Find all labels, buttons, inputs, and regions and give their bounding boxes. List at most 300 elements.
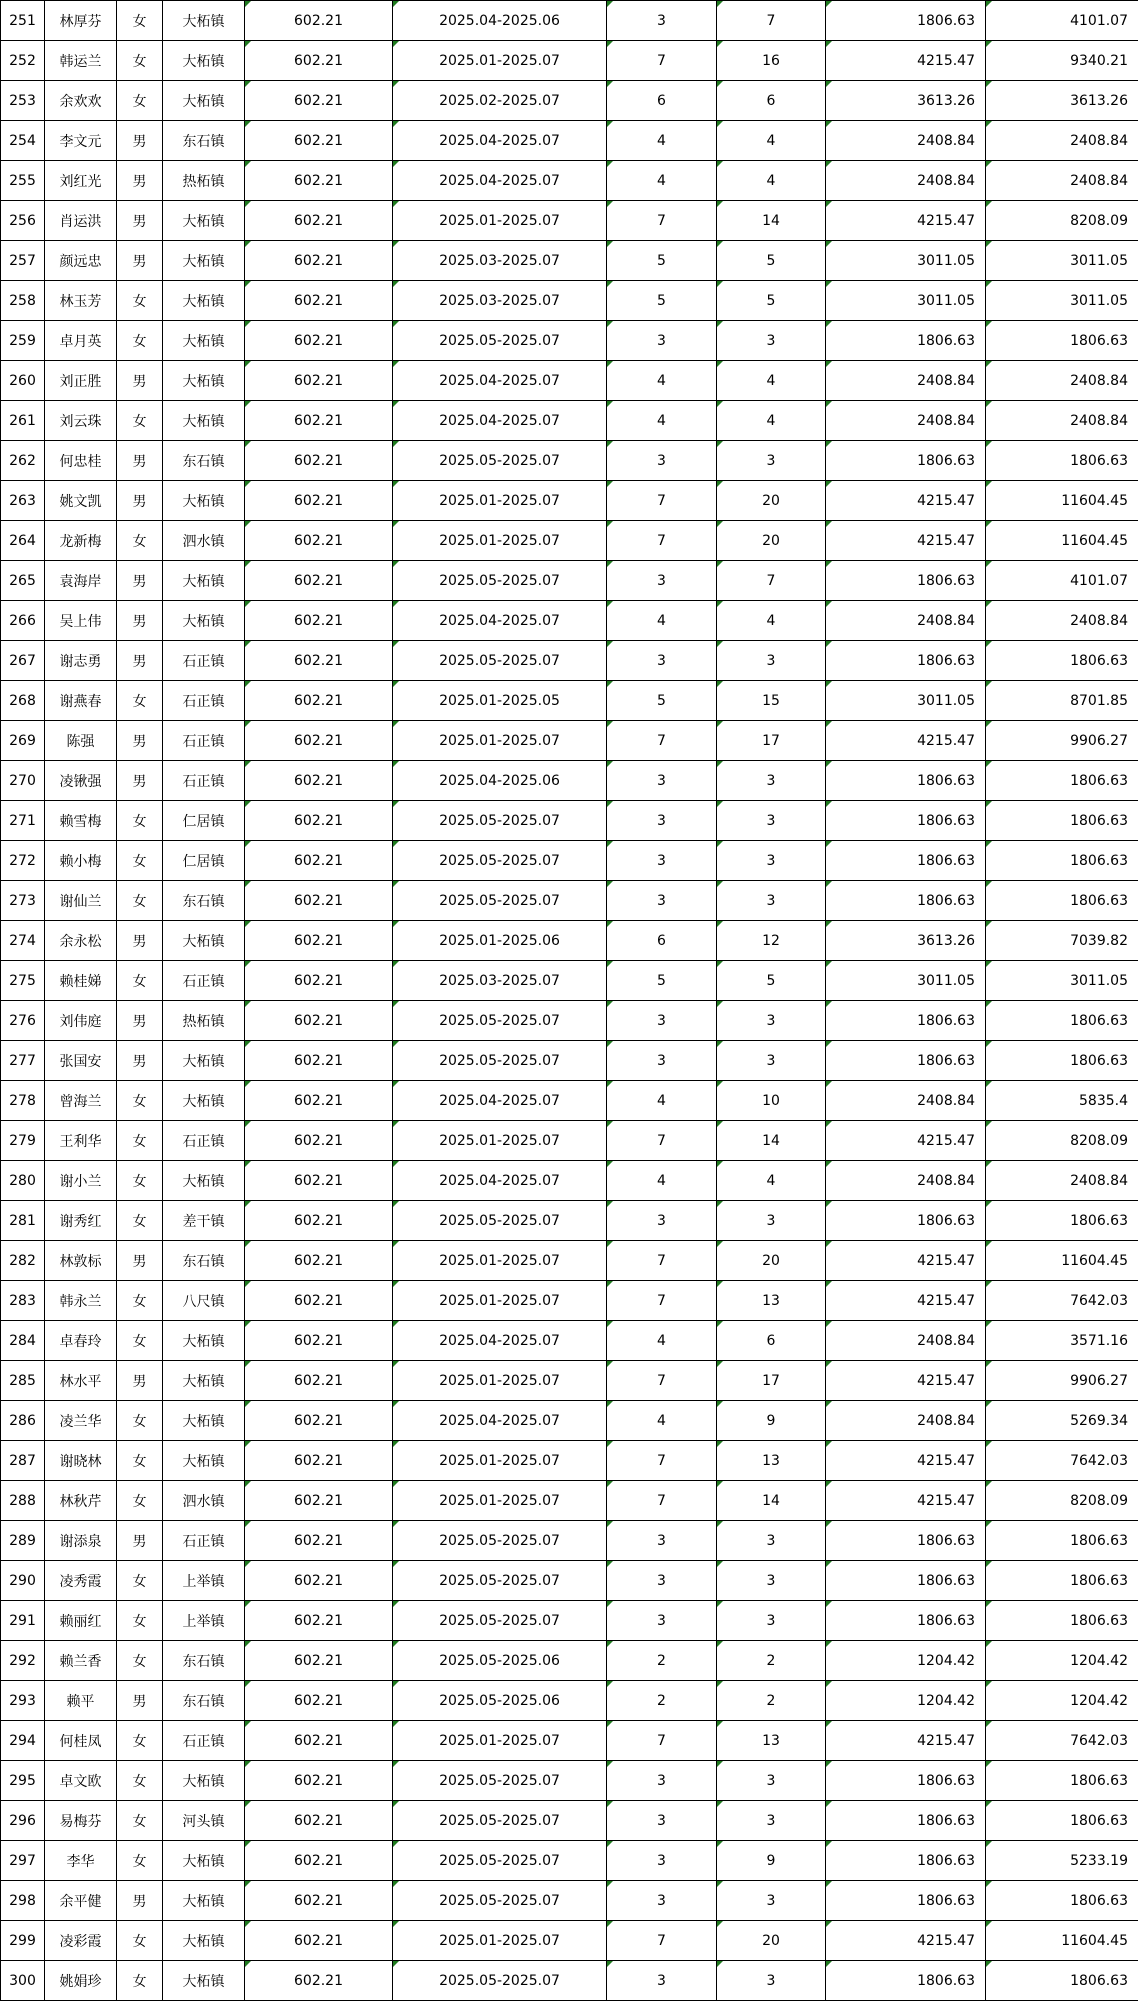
count-cell: 3 xyxy=(717,1601,826,1641)
town-cell: 仁居镇 xyxy=(163,801,245,841)
total-amount-cell: 4101.07 xyxy=(986,1,1138,41)
table-row xyxy=(1,1401,1138,1441)
town-cell: 东石镇 xyxy=(163,1681,245,1721)
monthly-standard-cell: 602.21 xyxy=(245,1161,393,1201)
table-row xyxy=(1,1841,1138,1881)
monthly-standard-cell: 602.21 xyxy=(245,521,393,561)
period-cell: 2025.05-2025.07 xyxy=(393,1841,607,1881)
count-cell: 3 xyxy=(717,1761,826,1801)
row-number-cell: 280 xyxy=(1,1161,45,1201)
gender-cell: 男 xyxy=(117,561,163,601)
count-cell: 4 xyxy=(717,601,826,641)
count-cell: 13 xyxy=(717,1281,826,1321)
period-cell: 2025.01-2025.07 xyxy=(393,1481,607,1521)
amount-cell: 2408.84 xyxy=(826,401,986,441)
monthly-standard-cell: 602.21 xyxy=(245,401,393,441)
monthly-standard-cell: 602.21 xyxy=(245,1281,393,1321)
row-number-cell: 272 xyxy=(1,841,45,881)
monthly-standard-cell: 602.21 xyxy=(245,1321,393,1361)
total-amount-cell: 2408.84 xyxy=(986,361,1138,401)
count-cell: 4 xyxy=(717,401,826,441)
table-row xyxy=(1,601,1138,641)
row-number-cell: 264 xyxy=(1,521,45,561)
town-cell: 大柘镇 xyxy=(163,81,245,121)
amount-cell: 4215.47 xyxy=(826,1481,986,1521)
name-cell: 余平健 xyxy=(45,1881,117,1921)
months-cell: 4 xyxy=(607,361,717,401)
gender-cell: 女 xyxy=(117,41,163,81)
months-cell: 7 xyxy=(607,481,717,521)
count-cell: 3 xyxy=(717,801,826,841)
period-cell: 2025.01-2025.07 xyxy=(393,481,607,521)
total-amount-cell: 2408.84 xyxy=(986,1161,1138,1201)
gender-cell: 男 xyxy=(117,441,163,481)
gender-cell: 男 xyxy=(117,1241,163,1281)
amount-cell: 4215.47 xyxy=(826,201,986,241)
name-cell: 肖运洪 xyxy=(45,201,117,241)
town-cell: 仁居镇 xyxy=(163,841,245,881)
amount-cell: 2408.84 xyxy=(826,361,986,401)
town-cell: 大柘镇 xyxy=(163,1321,245,1361)
count-cell: 3 xyxy=(717,641,826,681)
gender-cell: 男 xyxy=(117,1881,163,1921)
gender-cell: 女 xyxy=(117,1441,163,1481)
amount-cell: 4215.47 xyxy=(826,521,986,561)
months-cell: 3 xyxy=(607,1001,717,1041)
total-amount-cell: 1806.63 xyxy=(986,1201,1138,1241)
name-cell: 韩运兰 xyxy=(45,41,117,81)
name-cell: 林厚芬 xyxy=(45,1,117,41)
amount-cell: 2408.84 xyxy=(826,601,986,641)
name-cell: 卓文欧 xyxy=(45,1761,117,1801)
gender-cell: 男 xyxy=(117,161,163,201)
amount-cell: 1806.63 xyxy=(826,801,986,841)
period-cell: 2025.04-2025.07 xyxy=(393,1321,607,1361)
name-cell: 吴上伟 xyxy=(45,601,117,641)
months-cell: 3 xyxy=(607,1561,717,1601)
count-cell: 9 xyxy=(717,1401,826,1441)
gender-cell: 男 xyxy=(117,201,163,241)
name-cell: 陈强 xyxy=(45,721,117,761)
months-cell: 3 xyxy=(607,1041,717,1081)
name-cell: 谢小兰 xyxy=(45,1161,117,1201)
town-cell: 泗水镇 xyxy=(163,1481,245,1521)
count-cell: 17 xyxy=(717,1361,826,1401)
period-cell: 2025.05-2025.07 xyxy=(393,1961,607,2001)
total-amount-cell: 11604.45 xyxy=(986,521,1138,561)
monthly-standard-cell: 602.21 xyxy=(245,1121,393,1161)
period-cell: 2025.01-2025.07 xyxy=(393,1121,607,1161)
total-amount-cell: 1806.63 xyxy=(986,1801,1138,1841)
count-cell: 5 xyxy=(717,961,826,1001)
monthly-standard-cell: 602.21 xyxy=(245,321,393,361)
total-amount-cell: 2408.84 xyxy=(986,161,1138,201)
period-cell: 2025.01-2025.05 xyxy=(393,681,607,721)
count-cell: 20 xyxy=(717,1921,826,1961)
name-cell: 刘云珠 xyxy=(45,401,117,441)
town-cell: 东石镇 xyxy=(163,881,245,921)
count-cell: 3 xyxy=(717,1521,826,1561)
town-cell: 热柘镇 xyxy=(163,161,245,201)
town-cell: 大柘镇 xyxy=(163,281,245,321)
town-cell: 大柘镇 xyxy=(163,361,245,401)
count-cell: 4 xyxy=(717,121,826,161)
months-cell: 4 xyxy=(607,1081,717,1121)
total-amount-cell: 4101.07 xyxy=(986,561,1138,601)
count-cell: 3 xyxy=(717,1001,826,1041)
table-row xyxy=(1,321,1138,361)
period-cell: 2025.01-2025.07 xyxy=(393,1361,607,1401)
period-cell: 2025.04-2025.07 xyxy=(393,1161,607,1201)
months-cell: 7 xyxy=(607,1281,717,1321)
town-cell: 石正镇 xyxy=(163,1121,245,1161)
town-cell: 东石镇 xyxy=(163,1241,245,1281)
row-number-cell: 277 xyxy=(1,1041,45,1081)
count-cell: 3 xyxy=(717,441,826,481)
months-cell: 4 xyxy=(607,1401,717,1441)
period-cell: 2025.01-2025.07 xyxy=(393,1721,607,1761)
count-cell: 13 xyxy=(717,1441,826,1481)
row-number-cell: 251 xyxy=(1,1,45,41)
amount-cell: 3011.05 xyxy=(826,281,986,321)
town-cell: 大柘镇 xyxy=(163,41,245,81)
town-cell: 东石镇 xyxy=(163,1641,245,1681)
amount-cell: 1806.63 xyxy=(826,1041,986,1081)
total-amount-cell: 7642.03 xyxy=(986,1281,1138,1321)
period-cell: 2025.04-2025.07 xyxy=(393,161,607,201)
amount-cell: 1806.63 xyxy=(826,1201,986,1241)
town-cell: 大柘镇 xyxy=(163,1961,245,2001)
total-amount-cell: 8208.09 xyxy=(986,201,1138,241)
count-cell: 3 xyxy=(717,1201,826,1241)
count-cell: 3 xyxy=(717,1801,826,1841)
table-row xyxy=(1,881,1138,921)
monthly-standard-cell: 602.21 xyxy=(245,361,393,401)
count-cell: 3 xyxy=(717,881,826,921)
period-cell: 2025.05-2025.07 xyxy=(393,1201,607,1241)
monthly-standard-cell: 602.21 xyxy=(245,161,393,201)
monthly-standard-cell: 602.21 xyxy=(245,1081,393,1121)
amount-cell: 1806.63 xyxy=(826,561,986,601)
name-cell: 林水平 xyxy=(45,1361,117,1401)
period-cell: 2025.01-2025.07 xyxy=(393,201,607,241)
months-cell: 3 xyxy=(607,1801,717,1841)
monthly-standard-cell: 602.21 xyxy=(245,1561,393,1601)
gender-cell: 女 xyxy=(117,1601,163,1641)
gender-cell: 女 xyxy=(117,1721,163,1761)
monthly-standard-cell: 602.21 xyxy=(245,1881,393,1921)
table-row xyxy=(1,1681,1138,1721)
period-cell: 2025.05-2025.07 xyxy=(393,1041,607,1081)
name-cell: 何桂凤 xyxy=(45,1721,117,1761)
months-cell: 3 xyxy=(607,881,717,921)
row-number-cell: 273 xyxy=(1,881,45,921)
count-cell: 7 xyxy=(717,561,826,601)
period-cell: 2025.05-2025.06 xyxy=(393,1641,607,1681)
monthly-standard-cell: 602.21 xyxy=(245,601,393,641)
name-cell: 刘伟庭 xyxy=(45,1001,117,1041)
total-amount-cell: 8208.09 xyxy=(986,1121,1138,1161)
monthly-standard-cell: 602.21 xyxy=(245,1801,393,1841)
table-row xyxy=(1,1801,1138,1841)
months-cell: 7 xyxy=(607,1481,717,1521)
period-cell: 2025.01-2025.07 xyxy=(393,721,607,761)
count-cell: 5 xyxy=(717,241,826,281)
total-amount-cell: 5835.4 xyxy=(986,1081,1138,1121)
monthly-standard-cell: 602.21 xyxy=(245,1641,393,1681)
total-amount-cell: 2408.84 xyxy=(986,121,1138,161)
town-cell: 大柘镇 xyxy=(163,1881,245,1921)
table-row xyxy=(1,1161,1138,1201)
period-cell: 2025.03-2025.07 xyxy=(393,241,607,281)
total-amount-cell: 7642.03 xyxy=(986,1441,1138,1481)
period-cell: 2025.05-2025.07 xyxy=(393,1521,607,1561)
amount-cell: 1806.63 xyxy=(826,1841,986,1881)
count-cell: 16 xyxy=(717,41,826,81)
row-number-cell: 255 xyxy=(1,161,45,201)
row-number-cell: 285 xyxy=(1,1361,45,1401)
gender-cell: 男 xyxy=(117,721,163,761)
amount-cell: 1806.63 xyxy=(826,1881,986,1921)
table-row xyxy=(1,561,1138,601)
name-cell: 姚文凯 xyxy=(45,481,117,521)
row-number-cell: 266 xyxy=(1,601,45,641)
months-cell: 3 xyxy=(607,641,717,681)
town-cell: 热柘镇 xyxy=(163,1001,245,1041)
table-row xyxy=(1,1121,1138,1161)
row-number-cell: 294 xyxy=(1,1721,45,1761)
amount-cell: 1806.63 xyxy=(826,1521,986,1561)
gender-cell: 男 xyxy=(117,121,163,161)
months-cell: 5 xyxy=(607,961,717,1001)
name-cell: 赖丽红 xyxy=(45,1601,117,1641)
table-row xyxy=(1,721,1138,761)
total-amount-cell: 1806.63 xyxy=(986,1961,1138,2001)
name-cell: 易梅芬 xyxy=(45,1801,117,1841)
count-cell: 3 xyxy=(717,841,826,881)
period-cell: 2025.04-2025.07 xyxy=(393,401,607,441)
period-cell: 2025.05-2025.06 xyxy=(393,1681,607,1721)
period-cell: 2025.01-2025.07 xyxy=(393,1441,607,1481)
town-cell: 石正镇 xyxy=(163,1721,245,1761)
period-cell: 2025.05-2025.07 xyxy=(393,441,607,481)
table-row xyxy=(1,201,1138,241)
table-row xyxy=(1,121,1138,161)
period-cell: 2025.05-2025.07 xyxy=(393,1001,607,1041)
table-row xyxy=(1,1521,1138,1561)
name-cell: 赖雪梅 xyxy=(45,801,117,841)
months-cell: 5 xyxy=(607,681,717,721)
months-cell: 3 xyxy=(607,841,717,881)
period-cell: 2025.05-2025.07 xyxy=(393,1601,607,1641)
monthly-standard-cell: 602.21 xyxy=(245,961,393,1001)
gender-cell: 男 xyxy=(117,241,163,281)
period-cell: 2025.01-2025.07 xyxy=(393,521,607,561)
row-number-cell: 296 xyxy=(1,1801,45,1841)
total-amount-cell: 1806.63 xyxy=(986,1761,1138,1801)
monthly-standard-cell: 602.21 xyxy=(245,1041,393,1081)
count-cell: 2 xyxy=(717,1641,826,1681)
total-amount-cell: 1806.63 xyxy=(986,321,1138,361)
months-cell: 7 xyxy=(607,1361,717,1401)
table-row xyxy=(1,1081,1138,1121)
total-amount-cell: 1806.63 xyxy=(986,1001,1138,1041)
row-number-cell: 275 xyxy=(1,961,45,1001)
town-cell: 大柘镇 xyxy=(163,201,245,241)
row-number-cell: 252 xyxy=(1,41,45,81)
row-number-cell: 300 xyxy=(1,1961,45,2001)
amount-cell: 3011.05 xyxy=(826,681,986,721)
months-cell: 7 xyxy=(607,1241,717,1281)
monthly-standard-cell: 602.21 xyxy=(245,481,393,521)
row-number-cell: 267 xyxy=(1,641,45,681)
town-cell: 石正镇 xyxy=(163,681,245,721)
months-cell: 3 xyxy=(607,441,717,481)
total-amount-cell: 1806.63 xyxy=(986,641,1138,681)
name-cell: 袁海岸 xyxy=(45,561,117,601)
period-cell: 2025.05-2025.07 xyxy=(393,561,607,601)
monthly-standard-cell: 602.21 xyxy=(245,121,393,161)
table-row xyxy=(1,1961,1138,2001)
total-amount-cell: 1806.63 xyxy=(986,1561,1138,1601)
amount-cell: 2408.84 xyxy=(826,1161,986,1201)
table-row xyxy=(1,1241,1138,1281)
name-cell: 姚娟珍 xyxy=(45,1961,117,2001)
amount-cell: 1204.42 xyxy=(826,1681,986,1721)
name-cell: 李文元 xyxy=(45,121,117,161)
row-number-cell: 278 xyxy=(1,1081,45,1121)
monthly-standard-cell: 602.21 xyxy=(245,1681,393,1721)
town-cell: 差干镇 xyxy=(163,1201,245,1241)
town-cell: 大柘镇 xyxy=(163,601,245,641)
table-row xyxy=(1,1041,1138,1081)
count-cell: 4 xyxy=(717,1161,826,1201)
name-cell: 张国安 xyxy=(45,1041,117,1081)
monthly-standard-cell: 602.21 xyxy=(245,1241,393,1281)
row-number-cell: 261 xyxy=(1,401,45,441)
gender-cell: 男 xyxy=(117,1361,163,1401)
name-cell: 刘正胜 xyxy=(45,361,117,401)
monthly-standard-cell: 602.21 xyxy=(245,761,393,801)
table-row xyxy=(1,1321,1138,1361)
monthly-standard-cell: 602.21 xyxy=(245,921,393,961)
row-number-cell: 293 xyxy=(1,1681,45,1721)
period-cell: 2025.04-2025.07 xyxy=(393,601,607,641)
period-cell: 2025.01-2025.07 xyxy=(393,1921,607,1961)
monthly-standard-cell: 602.21 xyxy=(245,1721,393,1761)
amount-cell: 1806.63 xyxy=(826,1801,986,1841)
count-cell: 12 xyxy=(717,921,826,961)
table-row xyxy=(1,81,1138,121)
name-cell: 凌彩霞 xyxy=(45,1921,117,1961)
total-amount-cell: 1806.63 xyxy=(986,441,1138,481)
table-row xyxy=(1,241,1138,281)
row-number-cell: 281 xyxy=(1,1201,45,1241)
period-cell: 2025.05-2025.07 xyxy=(393,321,607,361)
monthly-standard-cell: 602.21 xyxy=(245,1401,393,1441)
monthly-standard-cell: 602.21 xyxy=(245,561,393,601)
table-row xyxy=(1,641,1138,681)
amount-cell: 3613.26 xyxy=(826,81,986,121)
table-row xyxy=(1,401,1138,441)
name-cell: 赖小梅 xyxy=(45,841,117,881)
monthly-standard-cell: 602.21 xyxy=(245,641,393,681)
count-cell: 2 xyxy=(717,1681,826,1721)
amount-cell: 1806.63 xyxy=(826,1,986,41)
row-number-cell: 288 xyxy=(1,1481,45,1521)
count-cell: 20 xyxy=(717,481,826,521)
table-row xyxy=(1,481,1138,521)
monthly-standard-cell: 602.21 xyxy=(245,1921,393,1961)
town-cell: 大柘镇 xyxy=(163,1081,245,1121)
town-cell: 石正镇 xyxy=(163,961,245,1001)
town-cell: 石正镇 xyxy=(163,1521,245,1561)
period-cell: 2025.01-2025.07 xyxy=(393,1281,607,1321)
period-cell: 2025.05-2025.07 xyxy=(393,1801,607,1841)
table-row xyxy=(1,1441,1138,1481)
table-body xyxy=(1,1,1138,2001)
count-cell: 17 xyxy=(717,721,826,761)
period-cell: 2025.01-2025.07 xyxy=(393,41,607,81)
table-row xyxy=(1,921,1138,961)
gender-cell: 女 xyxy=(117,1401,163,1441)
name-cell: 龙新梅 xyxy=(45,521,117,561)
count-cell: 3 xyxy=(717,1041,826,1081)
amount-cell: 4215.47 xyxy=(826,721,986,761)
name-cell: 曾海兰 xyxy=(45,1081,117,1121)
count-cell: 6 xyxy=(717,81,826,121)
town-cell: 大柘镇 xyxy=(163,561,245,601)
gender-cell: 女 xyxy=(117,881,163,921)
gender-cell: 女 xyxy=(117,1921,163,1961)
monthly-standard-cell: 602.21 xyxy=(245,1841,393,1881)
name-cell: 谢燕春 xyxy=(45,681,117,721)
gender-cell: 女 xyxy=(117,1161,163,1201)
name-cell: 林玉芳 xyxy=(45,281,117,321)
table-row xyxy=(1,841,1138,881)
gender-cell: 女 xyxy=(117,1801,163,1841)
total-amount-cell: 5233.19 xyxy=(986,1841,1138,1881)
gender-cell: 女 xyxy=(117,681,163,721)
row-number-cell: 257 xyxy=(1,241,45,281)
monthly-standard-cell: 602.21 xyxy=(245,1601,393,1641)
total-amount-cell: 1806.63 xyxy=(986,1521,1138,1561)
name-cell: 李华 xyxy=(45,1841,117,1881)
amount-cell: 1806.63 xyxy=(826,321,986,361)
row-number-cell: 298 xyxy=(1,1881,45,1921)
period-cell: 2025.02-2025.07 xyxy=(393,81,607,121)
gender-cell: 男 xyxy=(117,1521,163,1561)
town-cell: 上举镇 xyxy=(163,1601,245,1641)
amount-cell: 3613.26 xyxy=(826,921,986,961)
row-number-cell: 290 xyxy=(1,1561,45,1601)
name-cell: 刘红光 xyxy=(45,161,117,201)
gender-cell: 女 xyxy=(117,1,163,41)
town-cell: 大柘镇 xyxy=(163,1761,245,1801)
row-number-cell: 269 xyxy=(1,721,45,761)
gender-cell: 男 xyxy=(117,481,163,521)
months-cell: 7 xyxy=(607,201,717,241)
total-amount-cell: 1806.63 xyxy=(986,1041,1138,1081)
months-cell: 3 xyxy=(607,1961,717,2001)
amount-cell: 1806.63 xyxy=(826,1961,986,2001)
amount-cell: 1806.63 xyxy=(826,761,986,801)
town-cell: 大柘镇 xyxy=(163,1,245,41)
name-cell: 林敦标 xyxy=(45,1241,117,1281)
months-cell: 4 xyxy=(607,601,717,641)
months-cell: 3 xyxy=(607,1841,717,1881)
town-cell: 东石镇 xyxy=(163,441,245,481)
